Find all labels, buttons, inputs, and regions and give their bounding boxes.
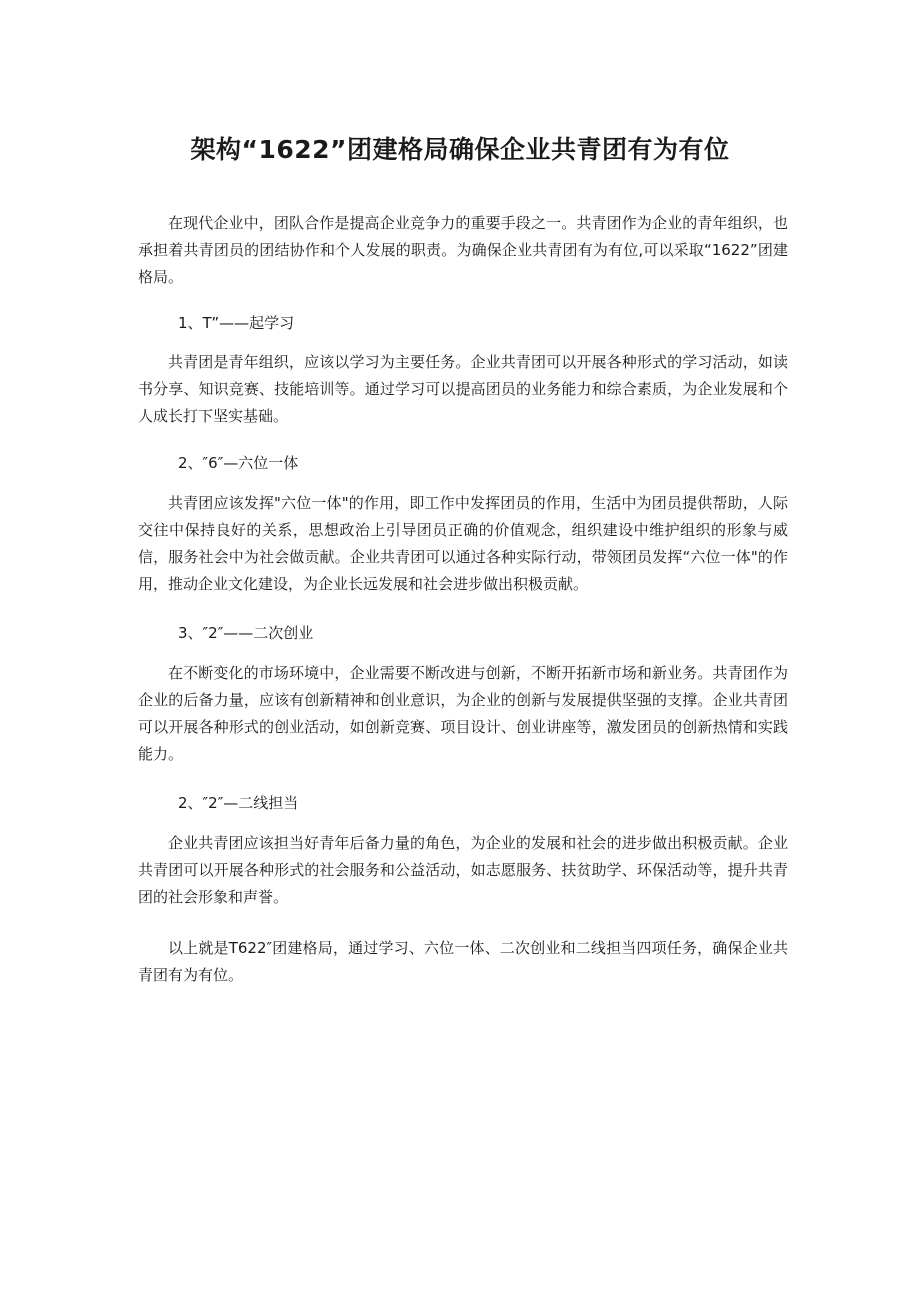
section-heading-study: 1、T”——起学习 (178, 314, 295, 332)
section-body-six-in-one: 共青团应该发挥"六位一体"的作用，即工作中发挥团员的作用，生活中为团员提供帮助，人际交往中保持良好的关系，思想政治上引导团员正确的价值观念，组织建设中维护组织的形象与威信，服务社会中为社会做贡献。企业共青团可以通过各种实际行动，带领团员发挥“六位一体"的作用，推动企业文化建设，为企业长远发展和社会进步做出积极贡献。 (138, 494, 788, 593)
section-body-second-venture: 在不断变化的市场环境中，企业需要不断改进与创新，不断开拓新市场和新业务。共青团作为企业的后备力量，应该有创新精神和创业意识，为企业的创新与发展提供坚强的支撑。企业共青团可以开展各种形式的创业活动，如创新竞赛、项目设计、创业讲座等，激发团员的创新热情和实践能力。 (138, 664, 788, 763)
section-heading-six-in-one: 2、″6″—六位一体 (178, 454, 299, 472)
section-body-second-line: 企业共青团应该担当好青年后备力量的角色，为企业的发展和社会的进步做出积极贡献。企业共青团可以开展各种形式的社会服务和公益活动，如志愿服务、扶贫助学、环保活动等，提升共青团的社会形象和声誉。 (138, 834, 788, 906)
document-title: 架构“1622”团建格局确保企业共青团有为有位 (190, 135, 730, 164)
section-heading-second-venture: 3、″2″——二次创业 (178, 624, 314, 642)
section-body-study: 共青团是青年组织，应该以学习为主要任务。企业共青团可以开展各种形式的学习活动，如读书分享、知识竞赛、技能培训等。通过学习可以提高团员的业务能力和综合素质，为企业发展和个人成长打下坚实基础。 (138, 353, 788, 425)
conclusion-paragraph: 以上就是T622″团建格局，通过学习、六位一体、二次创业和二线担当四项任务，确保企业共青团有为有位。 (138, 939, 788, 984)
section-heading-second-line: 2、″2″—二线担当 (178, 794, 299, 812)
intro-paragraph: 在现代企业中，团队合作是提高企业竞争力的重要手段之一。共青团作为企业的青年组织，也承担着共青团员的团结协作和个人发展的职责。为确保企业共青团有为有位,可以采取“1622”团建格局。 (138, 214, 788, 286)
